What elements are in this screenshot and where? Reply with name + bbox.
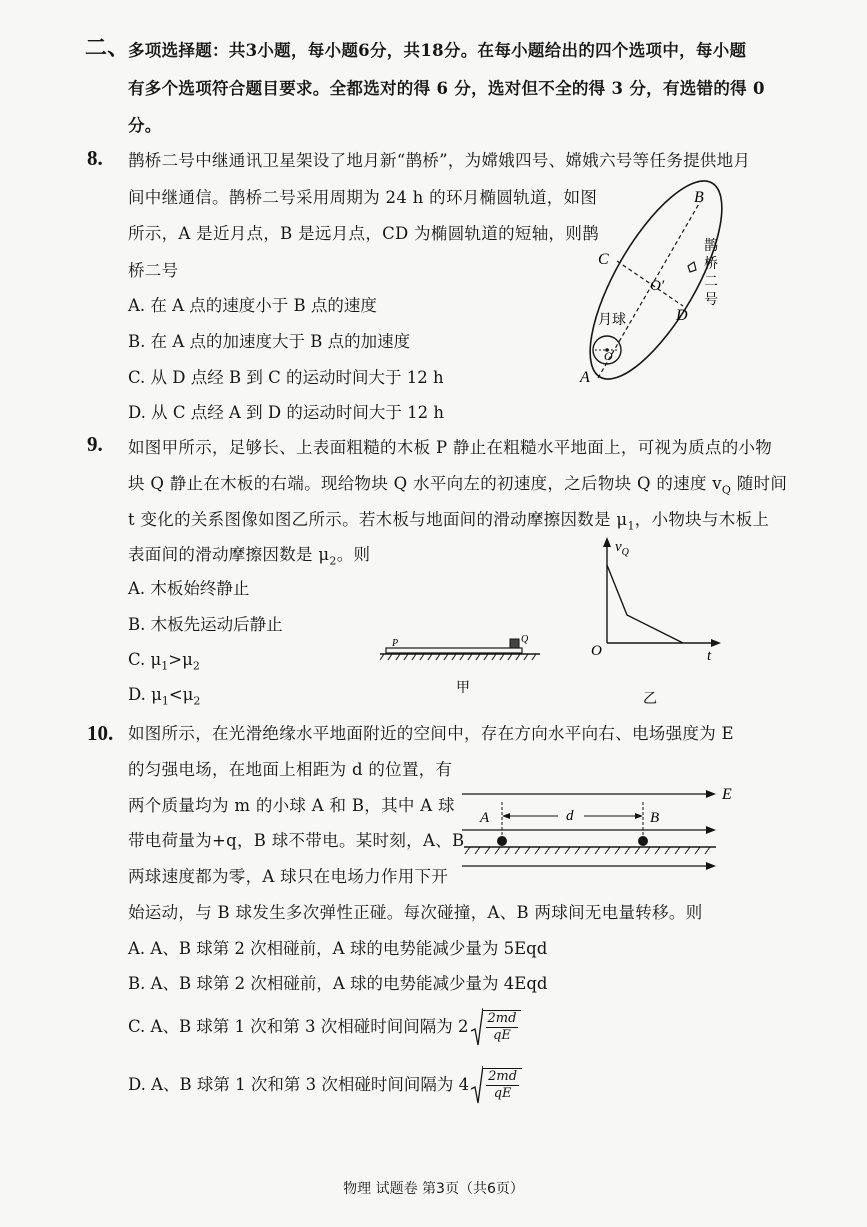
q10-option-a: A. A、B 球第 2 次相碰前，A 球的电势能减少量为 5Eqd — [128, 939, 548, 958]
label-center: O′ — [650, 278, 665, 294]
q10-field-figure — [460, 780, 750, 875]
label-c: C — [598, 251, 609, 268]
sat-label-2: 桥 — [704, 257, 718, 272]
q8-option-d: D. 从 C 点经 A 到 D 的运动时间大于 12 h — [128, 403, 444, 422]
section-line-3: 分。 — [128, 116, 162, 135]
sqrt-sign — [471, 1007, 483, 1047]
label-e: E — [722, 786, 732, 803]
q8-option-a: A. 在 A 点的速度小于 B 点的速度 — [128, 296, 377, 315]
sqrt-sign — [471, 1065, 483, 1105]
caption-jia: 甲 — [456, 681, 470, 696]
q10-line-3: 两个质量均为 m 的小球 A 和 B，其中 A 球 — [128, 796, 455, 815]
page-footer: 物理 试题卷 第3页（共6页） — [343, 1181, 524, 1197]
q9-option-d: D. $\mu_1<\mu_2$ — [128, 685, 201, 708]
moon-label: 月球 — [598, 313, 626, 328]
label-d: d — [566, 808, 574, 824]
sat-label-3: 二 — [704, 275, 718, 290]
q10-option-d: D. A、B 球第 1 次和第 3 次相碰时间间隔为 4 $\frac{2md}{qE}$ — [128, 1065, 522, 1105]
label-a: A — [580, 369, 590, 386]
q9-figure-jia — [380, 630, 550, 700]
q10-option-c: C. A、B 球第 1 次和第 3 次相碰时间间隔为 2 $\frac{2md}{qE}$ — [128, 1007, 521, 1047]
q9-line-4: 表面间的滑动摩擦因数是 $\mu_2$。则 — [128, 545, 371, 568]
section-line-1: 多项选择题：共3小题，每小题6分，共18分。在每小题给出的四个选项中，每小题 — [128, 41, 747, 60]
q9-figure-yi — [585, 535, 745, 715]
label-b: B — [694, 189, 704, 206]
q8-number: 8. — [87, 146, 103, 170]
label-moon-center: O — [604, 349, 613, 363]
q10-line-4: 带电荷量为+q，B 球不带电。某时刻，A、B — [128, 831, 465, 850]
block-q — [510, 639, 519, 648]
section-number: 二、 — [85, 35, 130, 61]
q8-option-c: C. 从 D 点经 B 到 C 的运动时间大于 12 h — [128, 368, 444, 387]
q9-option-b: B. 木板先运动后静止 — [128, 615, 283, 634]
section-line-2: 有多个选项符合题目要求。全都选对的得 6 分，选对但不全的得 3 分，有选错的得 0 — [128, 79, 765, 98]
label-d: D — [676, 307, 688, 324]
q8-line-2: 间中继通信。鹊桥二号采用周期为 24 h 的环月椭圆轨道，如图 — [128, 188, 598, 207]
q9-option-a: A. 木板始终静止 — [128, 579, 250, 598]
q9-option-c: C. $\mu_1>\mu_2$ — [128, 650, 200, 673]
caption-yi: 乙 — [643, 692, 657, 707]
q8-line-1: 鹊桥二号中继通讯卫星架设了地月新“鹊桥”，为嫦娥四号、嫦娥六号等任务提供地月 — [128, 151, 751, 170]
q9-line-3: t 变化的关系图像如图乙所示。若木板与地面间的滑动摩擦因数是 $\mu_1$，小物块与木板上 — [128, 510, 770, 533]
label-q: Q — [521, 634, 529, 645]
q10-line-2: 的匀强电场，在地面上相距为 d 的位置，有 — [128, 760, 453, 779]
q10-option-b: B. A、B 球第 2 次相碰前，A 球的电势能减少量为 4Eqd — [128, 974, 548, 993]
label-o: O — [591, 643, 602, 659]
q9-number: 9. — [87, 432, 103, 456]
major-axis — [598, 202, 700, 378]
q10-number: 10. — [87, 721, 114, 745]
q8-line-4: 桥二号 — [128, 261, 179, 280]
q8-orbit-figure — [570, 180, 750, 390]
q10-line-6: 始运动，与 B 球发生多次弹性正碰。每次碰撞，A、B 两球间无电量转移。则 — [128, 903, 703, 922]
label-p: P — [392, 638, 399, 649]
q10-line-5: 两球速度都为零，A 球只在电场力作用下开 — [128, 867, 449, 886]
satellite-icon — [688, 262, 696, 272]
q8-line-3: 所示，A 是近月点，B 是远月点，CD 为椭圆轨道的短轴，则鹊 — [128, 224, 599, 243]
label-v: $v_Q$ — [615, 539, 629, 558]
label-a: A — [480, 810, 490, 826]
v-t-curve — [607, 565, 683, 643]
label-b: B — [650, 810, 660, 826]
q9-line-1: 如图甲所示，足够长、上表面粗糙的木板 P 静止在粗糙水平地面上，可视为质点的小物 — [128, 438, 773, 457]
sat-label-4: 号 — [704, 293, 718, 308]
q8-option-b: B. 在 A 点的加速度大于 B 点的加速度 — [128, 332, 411, 351]
ball-a — [497, 836, 507, 846]
q9-line-2: 块 Q 静止在木板的右端。现给物块 Q 水平向左的初速度，之后物块 Q 的速度 $v_Q$ 随时间 — [128, 474, 788, 497]
label-t: t — [707, 648, 712, 664]
ball-b — [638, 836, 648, 846]
board-p — [386, 648, 522, 653]
q10-line-1: 如图所示，在光滑绝缘水平地面附近的空间中，存在方向水平向右、电场强度为 E — [128, 724, 734, 743]
sat-label-1: 鹊 — [704, 239, 718, 254]
